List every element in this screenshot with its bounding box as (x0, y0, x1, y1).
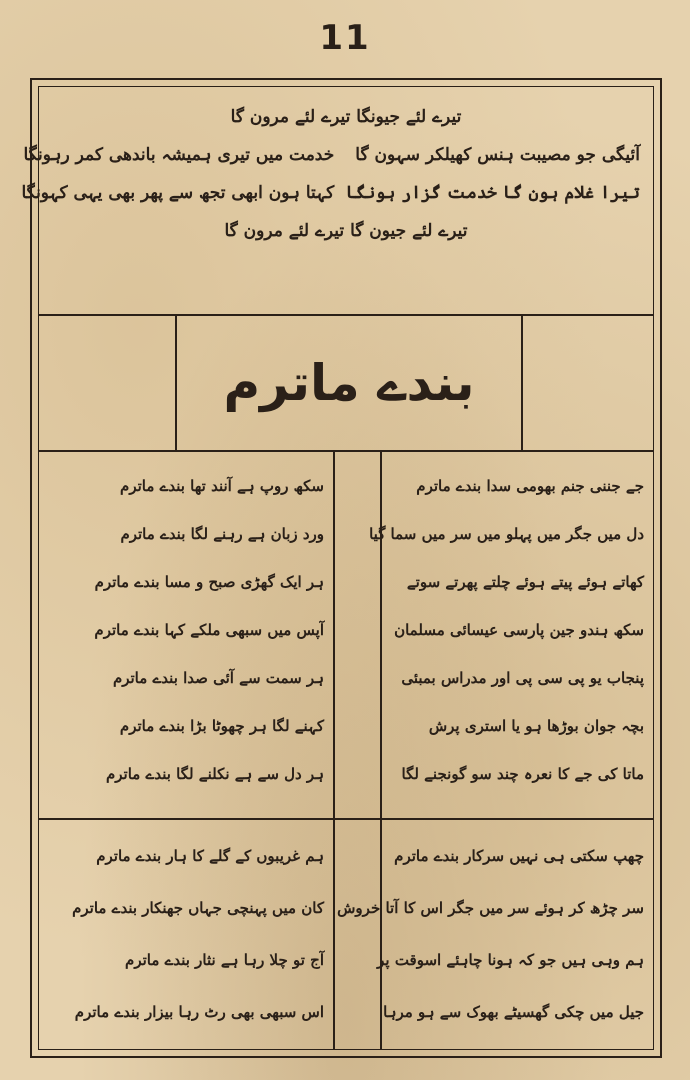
top-poem-line-4: تیرے لئے جیون گا تیرے لئے مرون گا (224, 221, 468, 241)
verse-line: کان میں پہنچی جہاں جھنکار بندے ماترم (72, 899, 324, 917)
verse-line: آج تو چلا رہا ہے نثار بندے ماترم (125, 951, 324, 969)
verse-line: ماتا کی جے کا نعرہ چند سو گونجنے لگا (401, 765, 644, 783)
top-poem-line-2 (23, 136, 640, 174)
page-number: 11 (319, 18, 371, 58)
verse-line: سکھ ہندو جین پارسی عیسائی مسلمان (394, 621, 644, 639)
verse-line: چھپ سکتی ہی نہیں سرکار بندے ماترم (394, 847, 644, 865)
divider-middle (38, 818, 654, 820)
verse-line: ورد زبان ہے رہنے لگا بندے ماترم (120, 525, 324, 543)
column-left-bottom (40, 830, 332, 1038)
column-left-top (40, 462, 332, 798)
verse-line: دل میں جگر میں پہلو میں سر میں سما گیا (369, 525, 644, 543)
top-poem (21, 86, 654, 316)
top-poem-line-3-right: تیرا غلام ہون گا خدمت گزار ہونگا (345, 183, 640, 203)
divider-below-title (38, 450, 654, 452)
top-poem-line-1: تیرے لئے جیونگا تیرے لئے مرون گا (230, 107, 462, 127)
verse-line: پنجاب یو پی سی پی اور مدراس بمبئی (401, 669, 644, 687)
verse-line: ہر ایک گھڑی صبح و مسا بندے ماترم (94, 573, 324, 591)
verse-line: اس سبھی بھی رٹ رہا بیزار بندے ماترم (74, 1003, 324, 1021)
verse-line: سر چڑھ کر ہوئے سر میں جگر اس کا آتا خروش (337, 899, 644, 917)
top-poem-line-3 (21, 174, 640, 212)
verse-line: کھاتے ہوئے پیتے ہوئے چلتے پھرتے سوتے (406, 573, 644, 591)
verse-line: ہم وہی ہیں جو کہ ہونا چاہئے اسوقت پر (377, 951, 644, 969)
verse-line: ہر دل سے ہے نکلنے لگا بندے ماترم (105, 765, 324, 783)
page-title: بندے ماترم (223, 354, 475, 412)
verse-line: آپس میں سبھی ملکے کہا بندے ماترم (94, 621, 324, 639)
verse-line: کہنے لگا ہر چھوٹا بڑا بندے ماترم (119, 717, 324, 735)
verse-line: سکھ روپ ہے آنند تھا بندے ماترم (120, 477, 324, 495)
top-poem-line-2-right: آئیگی جو مصیبت ہنس کھیلکر سہون گا (355, 145, 640, 165)
verse-line: جے جننی جنم بھومی سدا بندے ماترم (416, 477, 644, 495)
top-poem-line-3-left: کہتا ہون ابھی تجھ سے پھر بھی یہی کہونگا (21, 183, 335, 203)
title-box (176, 316, 522, 450)
column-divider-left (333, 450, 335, 1050)
verse-line: جیل میں چکی گھسیٹے بھوک سے ہو مرہا (383, 1003, 644, 1021)
verse-line: بچہ جوان بوڑھا ہو یا استری پرش (428, 717, 644, 735)
top-poem-line-2-left: خدمت میں تیری ہمیشہ باندھی کمر رہونگا (23, 145, 335, 165)
verse-line: ہم غریبوں کے گلے کا ہار بندے ماترم (96, 847, 324, 865)
verse-line: ہر سمت سے آئی صدا بندے ماترم (112, 669, 324, 687)
column-right-top (369, 462, 652, 798)
column-right-bottom (337, 830, 652, 1038)
